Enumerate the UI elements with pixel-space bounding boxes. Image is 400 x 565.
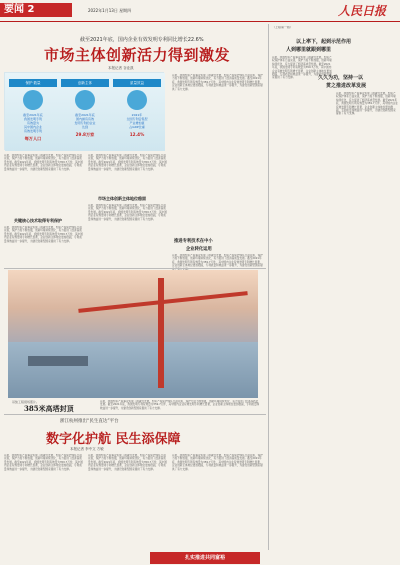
lead-body-col1b: 以来，我国知识产权事业实现了跨越式发展，知识产权保护体系日益完善，保护力度不断加强，创新环境持续优化，有力促进了经济高质量发展。截至2021年底，我国发明专利有效量为359.7万件，其中国内企业有效发明专利增长显著，企业创新主体地位更加稳固，专利质量和效益进一步提升，为建设创新型国家提供了有力支撑。	[4, 226, 83, 243]
right-subhead-3: 久久为功，坚持一以	[318, 75, 364, 81]
right-subhead-4: 贯之推进改革发展	[326, 83, 367, 89]
right-body-col2: 以来，我国知识产权事业实现了跨越式发展，知识产权保护体系日益完善，保护力度不断加强，创新环境持续优化，有力促进了经济高质量发展。截至2021年底，我国发明专利有效量为359.7万件，其中国内企业有效发明专利增长显著，企业创新主体地位更加稳固，专利质量和效益进一步提升，为建设创新型国家提供了有力支撑。	[336, 92, 398, 116]
photo-caption: 吊装工程现场照片。	[12, 400, 40, 404]
lead-subhead-1: 关键核心技术取得专利保护	[14, 218, 62, 223]
infographic-col-quality: 质量效益 2021年 全国专利密集型 产业增加值 占GDP比重 12.4%	[113, 79, 161, 147]
story3-col2: 以来，我国知识产权事业实现了跨越式发展，知识产权保护体系日益完善，保护力度不断加强，创新环境持续优化，有力促进了经济高质量发展。截至2021年底，我国发明专利有效量为359.7万件，其中国内企业有效发明专利增长显著，企业创新主体地位更加稳固，专利质量和效益进一步提升，为建设创新型国家提供了有力支撑。	[88, 454, 167, 471]
infographic-col-subjects: 创新主体 截至2021年底 国内拥有有效 发明专利的企业 达到 29.8万家	[61, 79, 109, 147]
story3-kicker: 浙江杭州推出“民生直达”平台	[60, 419, 119, 424]
lead-byline: 本报记者 谷业凯	[108, 66, 134, 70]
lead-headline: 市场主体创新活力得到激发	[44, 46, 231, 64]
column-divider	[268, 24, 269, 550]
issue-date: 2022年1月13日 星期四	[88, 8, 132, 13]
section-divider-2	[4, 414, 266, 415]
right-subhead-1: 以上率下，起到示范作用	[296, 39, 352, 45]
story3-col3: 以来，我国知识产权事业实现了跨越式发展，知识产权保护体系日益完善，保护力度不断加强，创新环境持续优化，有力促进了经济高质量发展。截至2021年底，我国发明专利有效量为359.7万件，其中国内企业有效发明专利增长显著，企业创新主体地位更加稳固，专利质量和效益进一步提升，为建设创新型国家提供了有力支撑。	[172, 454, 263, 471]
story3-col1: 以来，我国知识产权事业实现了跨越式发展，知识产权保护体系日益完善，保护力度不断加强，创新环境持续优化，有力促进了经济高质量发展。截至2021年底，我国发明专利有效量为359.7万件，其中国内企业有效发明专利增长显著，企业创新主体地位更加稳固，专利质量和效益进一步提升，为建设创新型国家提供了有力支撑。	[4, 454, 83, 471]
newspaper-logo: 人民日报	[338, 4, 387, 18]
section-divider	[4, 268, 266, 269]
story2-title: 385米高塔封顶	[24, 404, 74, 413]
lead-subhead-2: 市场主体创新主体地位稳固	[98, 196, 146, 201]
story2-body: 以来，我国知识产权事业实现了跨越式发展，知识产权保护体系日益完善，保护力度不断加强，创新环境持续优化，有力促进了经济高质量发展。截至2021年底，我国发明专利有效量为359.7万件，其中国内企业有效发明专利增长显著，企业创新主体地位更加稳固，专利质量和效益进一步提升，为建设创新型国家提供了有力支撑。	[100, 400, 260, 410]
infographic-box	[4, 72, 164, 150]
crane-photo	[8, 270, 258, 398]
chart-icon	[75, 90, 95, 110]
lead-body-col2: 以来，我国知识产权事业实现了跨越式发展，知识产权保护体系日益完善，保护力度不断加强，创新环境持续优化，有力促进了经济高质量发展。截至2021年底，我国发明专利有效量为359.7万件，其中国内企业有效发明专利增长显著，企业创新主体地位更加稳固，专利质量和效益进一步提升，为建设创新型国家提供了有力支撑。	[88, 154, 167, 171]
story3-byline: 本报记者 李中文 方敏	[70, 447, 104, 451]
key-icon	[23, 90, 43, 110]
mid-subhead-2: 企业转化运用	[186, 247, 212, 252]
mid-subhead-1: 推进专利技术在中小	[174, 239, 213, 244]
building-icon	[127, 90, 147, 110]
lead-body-col1: 以来，我国知识产权事业实现了跨越式发展，知识产权保护体系日益完善，保护力度不断加强，创新环境持续优化，有力促进了经济高质量发展。截至2021年底，我国发明专利有效量为359.7万件，其中国内企业有效发明专利增长显著，企业创新主体地位更加稳固，专利质量和效益进一步提升，为建设创新型国家提供了有力支撑。	[4, 154, 83, 171]
section-tab: 要闻 2	[0, 3, 72, 17]
mid-body: 以来，我国知识产权事业实现了跨越式发展，知识产权保护体系日益完善，保护力度不断加强，创新环境持续优化，有力促进了经济高质量发展。截至2021年底，我国发明专利有效量为359.7万件，其中国内企业有效发明专利增长显著，企业创新主体地位更加稳固，专利质量和效益进一步提升，为建设创新型国家提	[172, 254, 263, 268]
footer-banner: 扎实推进共同富裕	[150, 552, 260, 564]
infographic-col-protection: 保护·数量 截至2021年底 我国发明专利 有效量为 其中国内企业 有效发明专利 每万人口	[9, 79, 57, 147]
right-body-col1: 以来，我国知识产权事业实现了跨越式发展，知识产权保护体系日益完善，保护力度不断加强，创新环境持续优化，有力促进了经济高质量发展。截至2021年底，我国发明专利有效量为359.7万件，其中国内企业有效发明专利增长显著，企业创新主体地位更加稳固，专利质量和效益进一步提升，为建设创新型国家提供了有力支撑。	[272, 56, 332, 80]
story3-headline: 数字化护航 民生添保障	[46, 432, 181, 447]
lead-body-col2b: 以来，我国知识产权事业实现了跨越式发展，知识产权保护体系日益完善，保护力度不断加强，创新环境持续优化，有力促进了经济高质量发展。截至2021年底，我国发明专利有效量为359.7万件，其中国内企业有效发明专利增长显著，企业创新主体地位更加稳固，专利质量和效益进一步提升，为建设创新型国家提供了有力支撑。	[88, 204, 167, 221]
lead-kicker: 截至2021年底，国内企业有效发明专利同比增长22.6%	[80, 37, 204, 43]
continued-tag: （上接第一版）	[272, 26, 294, 29]
lead-body-col3: 以来，我国知识产权事业实现了跨越式发展，知识产权保护体系日益完善，保护力度不断加强，创新环境持续优化，有力促进了经济高质量发展。截至2021年底，我国发明专利有效量为359.7万件，其中国内企业有效发明专利增长显著，企业创新主体地位更加稳固，专利质量和效益进一步提升，为建设创新型国家提供了有力支撑。	[172, 74, 263, 91]
right-subhead-2: 人到哪里就跟到哪里	[286, 47, 332, 53]
